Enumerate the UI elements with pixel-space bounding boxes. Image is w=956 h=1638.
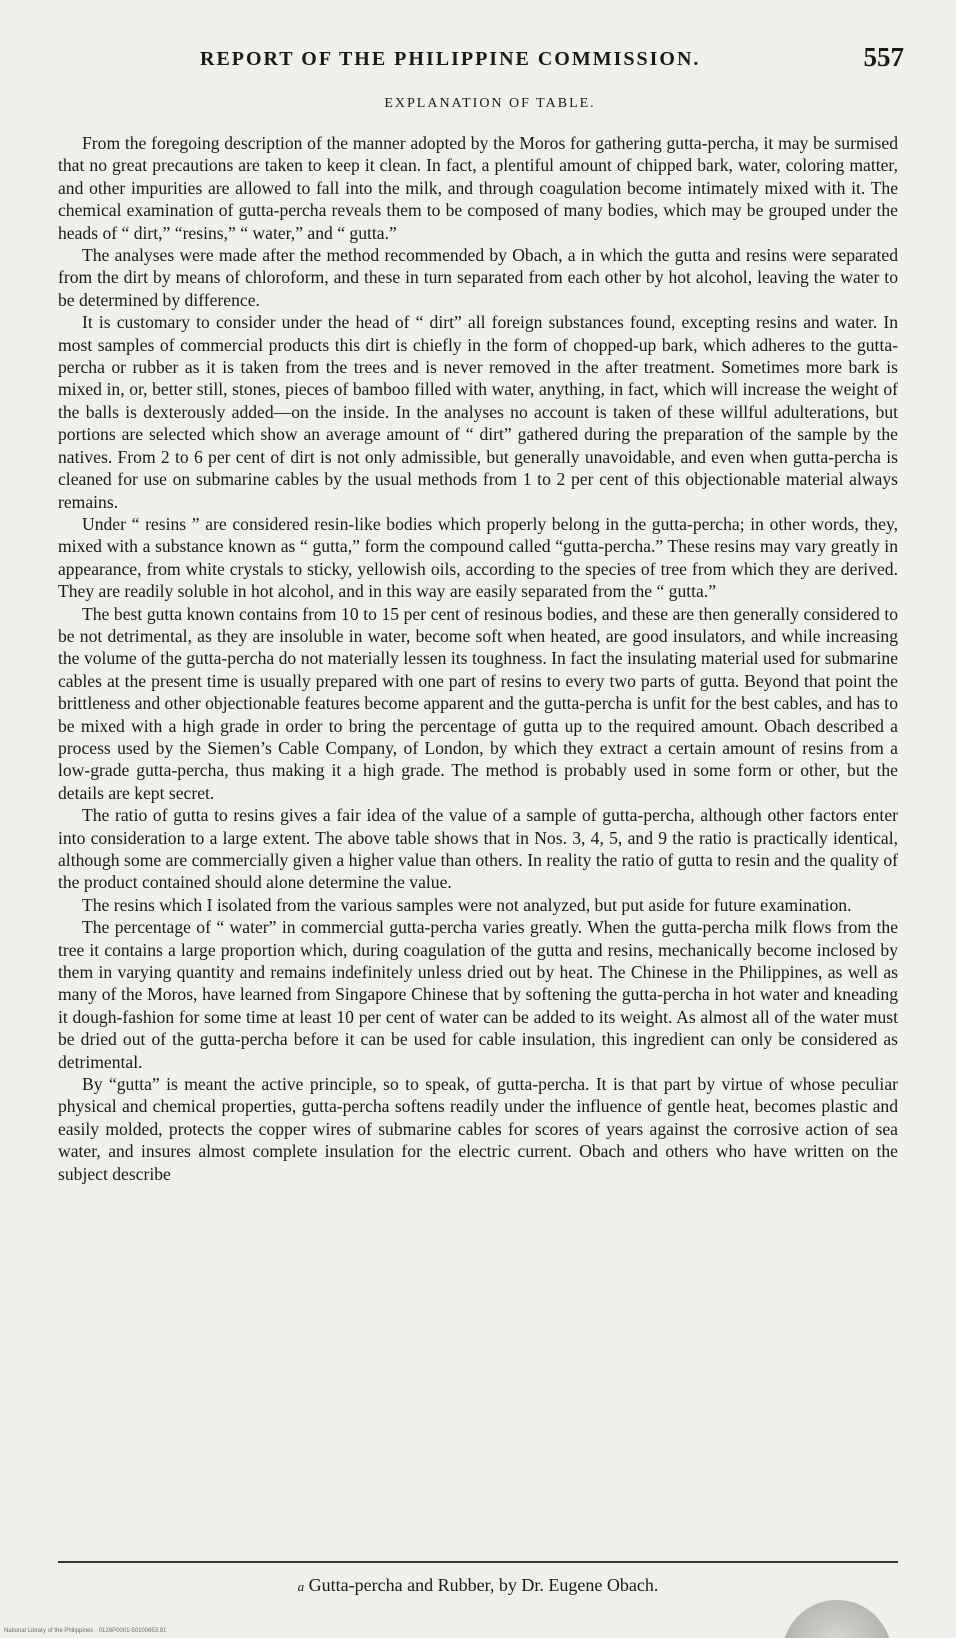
paragraph-8: The percentage of “ water” in commercial gutta-percha varies greatly. When the gutta-percha milk flows from the tree it contains a large proportion which, during coagulation of the gutta and resins, mechanically become inclosed by them in varying quantity and remains indefinitely unless dried out by heat. The Chinese in the Philippines, as well as many of the Moros, have learned from Singapore Chinese that by softening the gutta-percha in hot water and kneading it dough-fashion for some time at least 10 per cent of water can be added to its weight. As almost all of the water must be dried out of the gutta-percha before it can be used for cable insulation, this ingredient can only be considered as detrimental.	[58, 917, 898, 1072]
paragraph-4: Under “ resins ” are considered resin-like bodies which properly belong in the gutta-percha; in other words, they, mixed with a substance known as “ gutta,” form the compound called “gutta-percha.” These resins may vary greatly in appearance, from white crystals to sticky, yellowish oils, according to the species of tree from which they are derived. They are readily soluble in hot alcohol, and in this way are easily separated from the “ gutta.”	[58, 513, 898, 602]
section-heading: EXPLANATION OF TABLE.	[384, 96, 596, 111]
page-number: 557	[863, 42, 904, 72]
paragraph-3: It is customary to consider under the head of “ dirt” all foreign substances found, excepting resins and water. In most samples of commercial products this dirt is chiefly in the form of chopped-up bark, which adheres to the gutta-percha or rubber as it is taken from the trees and is never removed in the after treatment. Sometimes more bark is mixed in, or, better still, stones, pieces of bamboo filled with water, anything, in fact, which will increase the weight of the balls is dexterously added—on the inside. In the analyses no account is taken of these willful adulterations, but portions are selected which show an average amount of “ dirt” gathered during the preparation of the sample by the natives. From 2 to 6 per cent of dirt is not only admissible, but generally unavoidable, and even when gutta-percha is cleaned for use on submarine cables by the usual methods from 1 to 2 per cent of this objectionable material always remains.	[58, 312, 898, 512]
footnote-text: Gutta-percha and Rubber, by Dr. Eugene Obach.	[308, 1575, 659, 1595]
paragraph-9: By “gutta” is meant the active principle, so to speak, of gutta-percha. It is that part by virtue of whose peculiar physical and chemical properties, gutta-percha softens readily under the influence of gentle heat, becomes plastic and easily molded, protects the copper wires of submarine cables for scores of years against the corrosive action of sea water, and insures almost complete insulation for the electric current. Obach and others who have written on the subject describe	[58, 1074, 898, 1184]
paragraph-6: The ratio of gutta to resins gives a fair idea of the value of a sample of gutta-percha, although other factors enter into consideration to a large extent. The above table shows that in Nos. 3, 4, 5, and 9 the ratio is practically identical, although some are commercially given a higher value than others. In reality the ratio of gutta to resin and the quality of the product contained should alone determine the value.	[58, 805, 898, 893]
paragraph-5: The best gutta known contains from 10 to 15 per cent of resinous bodies, and these are then generally considered to be not detrimental, as they are insoluble in water, become soft when heated, are good insulators, and while increasing the volume of the gutta-percha do not materially lessen its toughness. In fact the insulating material used for submarine cables at the present time is usually prepared with one part of resins to every two parts of gutta. Beyond that point the brittleness and other objectionable features become apparent and the gutta-percha is unfit for the best cables, and has to be mixed with a high grade in order to bring the percentage of gutta up to the required amount. Obach described a process used by the Siemen’s Cable Company, of London, by which they extract a certain amount of resins from a low-grade gutta-percha, thus making it a high grade. The method is probably used in some form or other, but the details are kept secret.	[58, 603, 898, 803]
scanner-thumb-shadow	[782, 1600, 892, 1638]
running-title: REPORT OF THE PHILIPPINE COMMISSION.	[200, 48, 701, 70]
paragraph-7: The resins which I isolated from the various samples were not analyzed, but put aside for future examination.	[82, 894, 852, 915]
scan-credit: National Library of the Philippines · 0129P0001-50100653.91	[4, 1628, 167, 1634]
paragraph-1: From the foregoing description of the manner adopted by the Moros for gathering gutta-percha, it may be surmised that no great precautions are taken to keep it clean. In fact, a plentiful amount of chipped bark, water, coloring matter, and other impurities are allowed to fall into the milk, and through coagulation become intimately mixed with it. The chemical examination of gutta-percha reveals them to be composed of many bodies, which may be grouped under the heads of “ dirt,” “resins,” “ water,” and “ gutta.”	[58, 133, 898, 243]
footnote-marker: a	[297, 1579, 305, 1594]
paragraph-2: The analyses were made after the method recommended by Obach, a in which the gutta and resins were separated from the dirt by means of chloroform, and these in turn separated from each other by hot alcohol, leaving the water to be determined by difference.	[58, 245, 898, 310]
footnote-divider	[58, 1561, 898, 1563]
running-head	[0, 42, 956, 82]
footnote	[0, 1575, 956, 1596]
body-text	[58, 132, 898, 1185]
